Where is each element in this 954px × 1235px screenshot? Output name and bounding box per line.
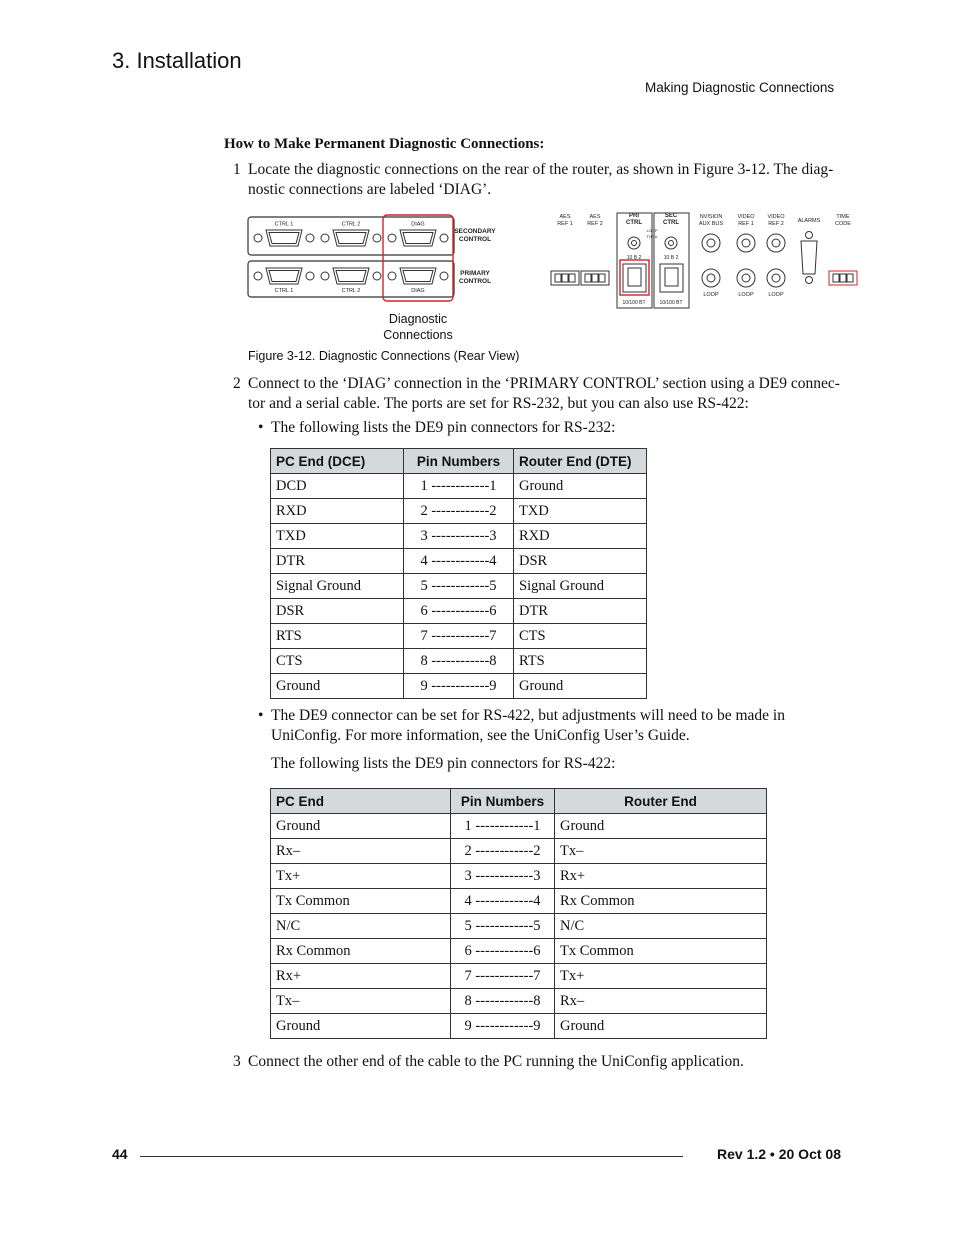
table-cell: 4 ------------4 (404, 549, 514, 574)
table-cell: CTS (514, 624, 647, 649)
table-cell: DTR (271, 549, 404, 574)
table-cell: TXD (514, 499, 647, 524)
aes-ref2-label: AES (589, 214, 601, 220)
table-cell: Signal Ground (514, 574, 647, 599)
primary-label-2: CONTROL (458, 278, 492, 285)
table-row (271, 474, 647, 499)
column-header: Pin Numbers (451, 789, 555, 814)
table-cell: Ground (514, 474, 647, 499)
table-cell: Tx– (271, 989, 451, 1014)
table-row (271, 839, 767, 864)
nvision-label: NVISION (699, 214, 723, 220)
ctrl1-label: CTRL 1 (274, 288, 294, 294)
table-cell: 1 ------------1 (404, 474, 514, 499)
callout-line: Diagnostic (388, 312, 448, 326)
table-cell: DSR (271, 599, 404, 624)
bullet-rs232 (258, 418, 758, 440)
table-cell: Ground (271, 814, 451, 839)
table-cell: DSR (514, 549, 647, 574)
svg-text:REF 1: REF 1 (557, 221, 573, 227)
video-ref2-label: VIDEO (767, 214, 785, 220)
table-header-row (271, 789, 767, 814)
table-header-row (271, 449, 647, 474)
table-cell: Ground (271, 1014, 451, 1039)
step-number: 3 (233, 1053, 241, 1070)
table-cell: CTS (271, 649, 404, 674)
table-cell: Ground (555, 1014, 767, 1039)
running-head: Making Diagnostic Connections (645, 80, 835, 95)
table-cell: 9 ------------9 (451, 1014, 555, 1039)
secondary-label-2: CONTROL (458, 236, 492, 243)
table-cell: Rx– (271, 839, 451, 864)
table-cell: 5 ------------5 (451, 914, 555, 939)
step-number: 1 (233, 161, 241, 178)
table-cell: N/C (271, 914, 451, 939)
10-100bt-label: 10/100 BT (622, 300, 646, 306)
table-cell: TXD (271, 524, 404, 549)
alarms-label: ALARMS (797, 218, 821, 224)
rs232-pin-table (270, 448, 647, 699)
diag-callout-label (364, 311, 472, 343)
step-2 (233, 374, 853, 416)
table-cell: Tx– (555, 839, 767, 864)
step-text-line1: Connect the other end of the cable to the PC running the UniConfig application. (248, 1053, 744, 1070)
table-cell: Rx– (555, 989, 767, 1014)
table-cell: Ground (555, 814, 767, 839)
table-cell: Rx+ (555, 864, 767, 889)
table-cell: 7 ------------7 (404, 624, 514, 649)
video-ref1-label: VIDEO (737, 214, 755, 220)
footer-rule (140, 1156, 683, 1157)
table-row (271, 939, 767, 964)
table-cell: 2 ------------2 (451, 839, 555, 864)
rear-panel-figure (240, 208, 880, 348)
ctrl1-label: CTRL 1 (274, 221, 294, 228)
table-cell: 6 ------------6 (451, 939, 555, 964)
alarms-connector (801, 241, 817, 274)
bullet-text: The following lists the DE9 pin connectors for RS-232: (271, 419, 616, 436)
table-cell: Tx+ (555, 964, 767, 989)
bullet-dot: • (258, 707, 264, 724)
table-cell: 8 ------------8 (404, 649, 514, 674)
table-cell: 8 ------------8 (451, 989, 555, 1014)
chapter-title: 3. Installation (112, 48, 242, 73)
table-cell: 2 ------------2 (404, 499, 514, 524)
10b2-label: 10 B 2 (626, 255, 642, 261)
svg-text:AUX BUS: AUX BUS (698, 221, 724, 227)
table-cell: 7 ------------7 (451, 964, 555, 989)
table-row (271, 524, 647, 549)
pri-ctrl-highlight (620, 260, 649, 295)
table-row (271, 989, 767, 1014)
table-cell: Ground (271, 674, 404, 699)
loop-label: LOOP (703, 292, 719, 298)
svg-text:CODE: CODE (835, 221, 851, 227)
ctrl2-label: CTRL 2 (341, 288, 361, 294)
table-cell: Tx Common (271, 889, 451, 914)
table-cell: DTR (514, 599, 647, 624)
table-row (271, 549, 647, 574)
table-cell: RTS (271, 624, 404, 649)
diag-label: DIAG (411, 288, 425, 294)
table-row (271, 964, 767, 989)
table-cell: RXD (514, 524, 647, 549)
step-1 (233, 160, 853, 202)
ctrl2-label: CTRL 2 (341, 221, 361, 228)
diag-label: DIAG (411, 221, 425, 228)
column-header: PC End (DCE) (271, 449, 404, 474)
table-row (271, 624, 647, 649)
table-cell: Ground (514, 674, 647, 699)
primary-label: PRIMARY (460, 270, 490, 277)
bullet-rs422 (258, 706, 818, 748)
table-row (271, 574, 647, 599)
table-cell: 9 ------------9 (404, 674, 514, 699)
column-header: Router End (555, 789, 767, 814)
table-cell: RXD (271, 499, 404, 524)
table-row (271, 814, 767, 839)
table-cell: Tx+ (271, 864, 451, 889)
10b2-label: 10 B 2 (663, 255, 679, 261)
table-cell: Tx Common (555, 939, 767, 964)
loop-label: LOOP (768, 292, 784, 298)
rs422-pin-table (270, 788, 767, 1039)
secondary-label: SECONDARY (454, 228, 496, 235)
table-cell: Rx Common (271, 939, 451, 964)
table-row (271, 499, 647, 524)
step-text-line1: Locate the diagnostic connections on the rear of the router, as shown in Figure 3-12. The diag- (248, 161, 834, 178)
table-cell: Rx+ (271, 964, 451, 989)
table-cell: N/C (555, 914, 767, 939)
aes-ref1-label: AES (559, 214, 571, 220)
10-100bt-label: 10/100 BT (659, 300, 683, 306)
rs422-intro: The following lists the DE9 pin connectors for RS-422: (271, 755, 616, 772)
bullet-text: UniConfig. For more information, see the UniConfig User’s Guide. (271, 727, 690, 744)
svg-text:LOOP: LOOP (646, 228, 658, 233)
table-row (271, 599, 647, 624)
table-cell: Signal Ground (271, 574, 404, 599)
table-cell: 1 ------------1 (451, 814, 555, 839)
step-text-line1: Connect to the ‘DIAG’ connection in the ‘PRIMARY CONTROL’ section using a DE9 connec- (248, 375, 840, 392)
step-number: 2 (233, 375, 241, 392)
svg-text:THRU: THRU (646, 234, 658, 239)
svg-text:CTRL: CTRL (626, 220, 642, 226)
bullet-text: The DE9 connector can be set for RS-422, but adjustments will need to be made in (271, 707, 785, 724)
pri-ctrl-label: PRI (628, 213, 640, 219)
table-row (271, 674, 647, 699)
table-cell: 3 ------------3 (451, 864, 555, 889)
time-code-label: TIME (836, 214, 850, 220)
table-cell: 3 ------------3 (404, 524, 514, 549)
step-3 (233, 1052, 853, 1074)
page-number: 44 (112, 1146, 128, 1162)
section-heading: How to Make Permanent Diagnostic Connections: (224, 136, 545, 152)
sec-ctrl-label: SEC (664, 213, 678, 219)
table-cell: 4 ------------4 (451, 889, 555, 914)
table-cell: Rx Common (555, 889, 767, 914)
table-row (271, 889, 767, 914)
table-cell: DCD (271, 474, 404, 499)
bullet-dot: • (258, 419, 264, 436)
loop-label: LOOP (738, 292, 754, 298)
figure-caption: Figure 3-12. Diagnostic Connections (Rear View) (248, 349, 520, 363)
svg-text:CTRL: CTRL (663, 220, 679, 226)
column-header: Router End (DTE) (514, 449, 647, 474)
column-header: PC End (271, 789, 451, 814)
table-cell: RTS (514, 649, 647, 674)
callout-line: Connections (383, 328, 453, 342)
table-row (271, 914, 767, 939)
table-row (271, 649, 647, 674)
svg-text:REF 2: REF 2 (587, 221, 603, 227)
column-header: Pin Numbers (404, 449, 514, 474)
table-cell: 5 ------------5 (404, 574, 514, 599)
step-text-line2: nostic connections are labeled ‘DIAG’. (248, 181, 492, 198)
table-row (271, 1014, 767, 1039)
step-text-line2: tor and a serial cable. The ports are set for RS-232, but you can also use RS-422: (248, 395, 749, 412)
table-row (271, 864, 767, 889)
table-cell: 6 ------------6 (404, 599, 514, 624)
svg-text:REF 1: REF 1 (738, 221, 754, 227)
revision-label: Rev 1.2 • 20 Oct 08 (717, 1146, 841, 1162)
svg-text:REF 2: REF 2 (768, 221, 784, 227)
